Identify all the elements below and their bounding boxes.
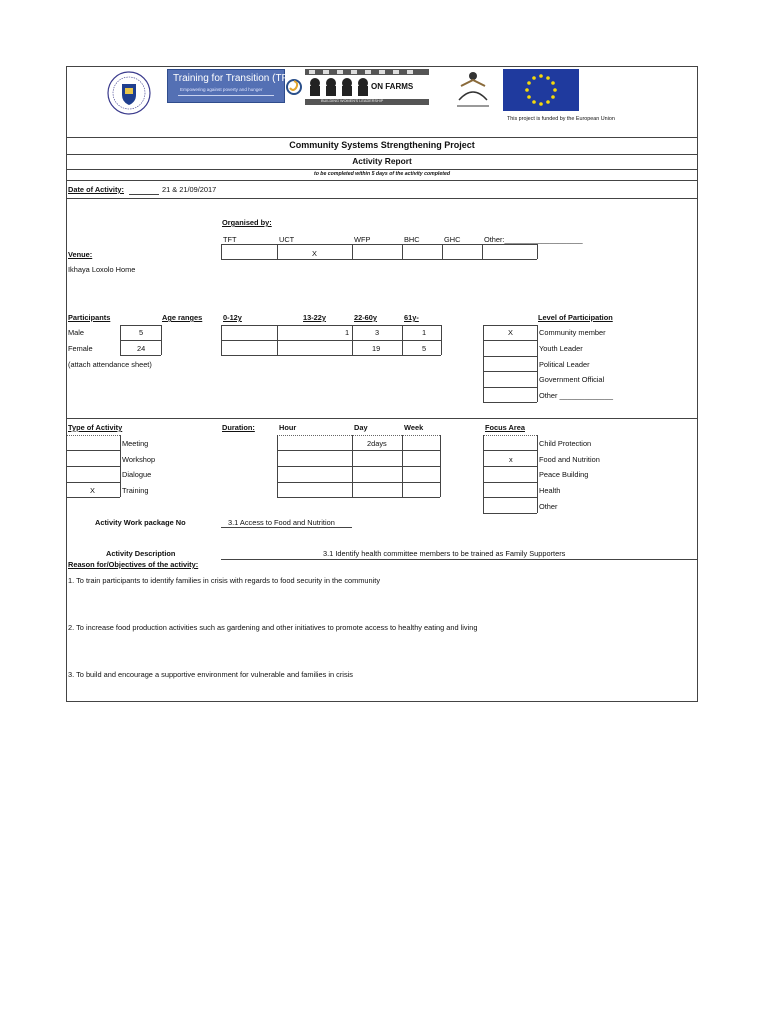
- date-value[interactable]: 21 & 21/09/2017: [162, 185, 217, 194]
- level-government-official: Government Official: [539, 375, 605, 384]
- activity-workshop: Workshop: [122, 455, 156, 464]
- focus-other: Other: [539, 502, 558, 511]
- level-community-member: Community member: [539, 328, 606, 337]
- org-ghc: GHC: [444, 235, 461, 244]
- activity-dialogue: Dialogue: [122, 470, 152, 479]
- venue-value[interactable]: Ikhaya Loxolo Home: [68, 265, 136, 274]
- activity-training: Training: [122, 486, 149, 495]
- level-other: Other _____________: [539, 391, 613, 400]
- eu-flag-logo: [503, 69, 579, 111]
- age-col-0-12: 0-12y: [223, 313, 242, 322]
- male-13-22[interactable]: 1: [345, 328, 350, 337]
- onfarms-logo-text: ON FARMS: [371, 82, 414, 91]
- male-61[interactable]: 1: [422, 328, 427, 337]
- org-wfp: WFP: [354, 235, 371, 244]
- project-title: Community Systems Strengthening Project: [289, 140, 475, 150]
- focus-area-label: Focus Area: [485, 423, 525, 432]
- female-label: Female: [68, 344, 93, 353]
- age-col-22-60: 22-60y: [354, 313, 378, 322]
- tft-logo-subtitle: Empowering against poverty and hunger: [180, 87, 263, 92]
- venue-label: Venue:: [68, 250, 93, 259]
- onfarms-logo: [305, 69, 429, 105]
- age-col-61: 61y-: [404, 313, 419, 322]
- eu-funding-note: This project is funded by the European Union: [507, 116, 615, 122]
- work-package-label: Activity Work package No: [95, 518, 186, 527]
- duration-label: Duration:: [222, 423, 255, 432]
- onfarms-logo-subtitle: BUILDING WOMEN'S LEADERSHIP: [321, 99, 384, 103]
- level-of-participation-label: Level of Participation: [538, 313, 613, 322]
- focus-health: Health: [539, 486, 561, 495]
- spiral-logo: [285, 77, 303, 97]
- activity-meeting: Meeting: [122, 439, 149, 448]
- tft-logo-title: Training for Transition (TFT): [173, 73, 298, 84]
- report-title: Activity Report: [352, 156, 412, 166]
- duration-day-value[interactable]: 2days: [367, 439, 387, 448]
- activity-description-value[interactable]: 3.1 Identify health committee members to be trained as Family Supporters: [323, 549, 566, 558]
- focus-child-protection: Child Protection: [539, 439, 592, 448]
- people-logo: [455, 70, 491, 112]
- level-political-leader: Political Leader: [539, 360, 590, 369]
- date-label: Date of Activity:: [68, 185, 124, 194]
- activity-description-label: Activity Description: [106, 549, 176, 558]
- org-uct-mark[interactable]: X: [312, 249, 317, 258]
- focus-peace-building: Peace Building: [539, 470, 589, 479]
- work-package-value[interactable]: 3.1 Access to Food and Nutrition: [228, 518, 335, 527]
- org-uct: UCT: [279, 235, 295, 244]
- activity-training-mark[interactable]: X: [90, 486, 95, 495]
- male-label: Male: [68, 328, 85, 337]
- objectives-label: Reason for/Objectives of the activity:: [68, 560, 199, 569]
- org-tft: TFT: [223, 235, 237, 244]
- level-community-mark[interactable]: X: [508, 328, 513, 337]
- org-other: Other:___________________: [484, 235, 583, 244]
- tft-logo: [167, 69, 298, 103]
- focus-food-mark[interactable]: x: [509, 455, 513, 464]
- duration-day: Day: [354, 423, 368, 432]
- type-of-activity-label: Type of Activity: [68, 423, 123, 432]
- org-bhc: BHC: [404, 235, 420, 244]
- attendance-note: (attach attendance sheet): [68, 360, 152, 369]
- duration-hour: Hour: [279, 423, 297, 432]
- female-22-60[interactable]: 19: [372, 344, 381, 353]
- focus-food-nutrition: Food and Nutrition: [539, 455, 600, 464]
- organised-by-label: Organised by:: [222, 218, 272, 227]
- male-22-60[interactable]: 3: [375, 328, 380, 337]
- female-total[interactable]: 24: [137, 344, 146, 353]
- report-instruction: to be completed within 5 days of the activity completed: [313, 171, 451, 177]
- objective-2[interactable]: 2. To increase food production activities such as gardening and other initiatives to promote access to healthy eating and living: [68, 623, 478, 632]
- uct-crest-logo: [100, 70, 158, 116]
- age-ranges-label: Age ranges: [162, 313, 203, 322]
- objective-3[interactable]: 3. To build and encourage a supportive environment for vulnerable and families in crisis: [68, 670, 353, 679]
- objective-1[interactable]: 1. To train participants to identify families in crisis with regards to food security in the community: [68, 576, 381, 585]
- duration-week: Week: [404, 423, 424, 432]
- level-youth-leader: Youth Leader: [539, 344, 583, 353]
- participants-label: Participants: [68, 313, 111, 322]
- female-61[interactable]: 5: [422, 344, 427, 353]
- age-col-13-22: 13-22y: [303, 313, 327, 322]
- male-total[interactable]: 5: [139, 328, 144, 337]
